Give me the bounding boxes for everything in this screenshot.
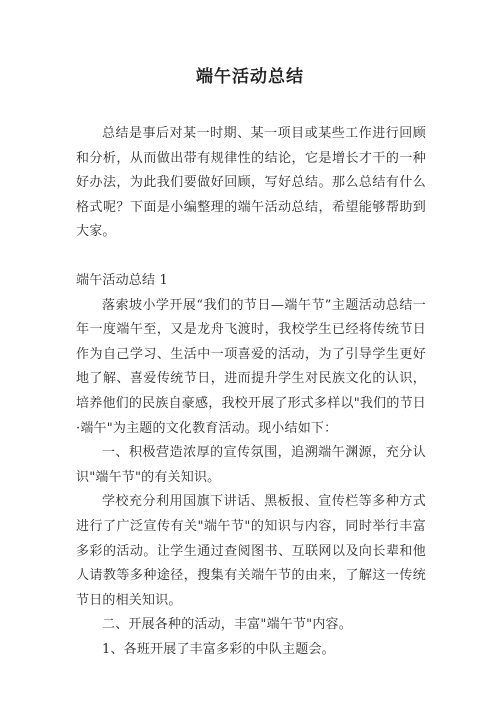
paragraph-spacer [76, 245, 426, 269]
body-paragraph: 学校充分利用国旗下讲话、黑板报、宣传栏等多种方式进行了广泛宣传有关"端午节"的知识与内容，同时举行丰富多彩的活动。让学生通过查阅图书、互联网以及向长辈和他人请教等多种途径，搜集有关端午节的由来，了解这一传统节日的相关知识。 [76, 494, 426, 608]
section-heading: 端午活动总结 1 [76, 272, 169, 288]
intro-paragraph: 总结是事后对某一时期、某一项目或某些工作进行回顾和分析，从而做出带有规律性的结论，它是增长才干的一种好办法，为此我们要做好回顾，写好总结。那么总结有什么格式呢？下面是小编整理的端午活动总结，希望能够帮助到大家。 [76, 126, 426, 240]
body-paragraph: 一、积极营造浓厚的宣传氛围，追溯端午渊源，充分认识"端午节"的有关知识。 [76, 445, 426, 485]
body-paragraph: 1、各班开展了丰富多彩的中队主题会。 [102, 641, 335, 657]
body-paragraph: 落索坡小学开展“我们的节日—端午节”主题活动总结一年一度端午至，又是龙舟飞渡时，我校学生已经将传统节日作为自己学习、生活中一项喜爱的活动，为了引导学生更好地了解、喜爱传统节日，进而提升学生对民族文化的认识，培养他们的民族自豪感，我校开展了形式多样以"我们的节日·端午"为主题的文化教育活动。现小结如下： [76, 297, 426, 436]
document-body [76, 122, 426, 662]
body-paragraph: 二、开展各种的活动，丰富"端午节"内容。 [102, 617, 352, 633]
document-title: 端午活动总结 [196, 67, 304, 87]
